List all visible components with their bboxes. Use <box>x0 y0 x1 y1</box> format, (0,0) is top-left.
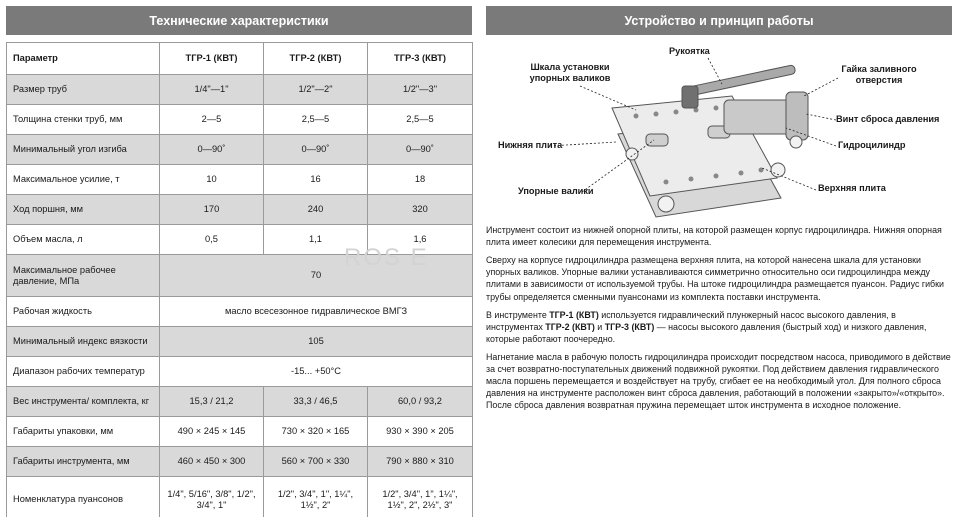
column-header: Параметр <box>7 43 160 75</box>
column-header: ТГР-2 (КВТ) <box>264 43 368 75</box>
label-handle: Рукоятка <box>669 46 710 56</box>
value-cell: 170 <box>160 195 264 225</box>
value-cell: 105 <box>160 327 473 357</box>
handle-shape <box>686 65 795 97</box>
label-upper-plate: Верхняя плита <box>818 183 886 193</box>
paragraph-3-part: и <box>594 321 605 332</box>
value-cell: 1,1 <box>264 225 368 255</box>
table-row <box>7 165 473 195</box>
table-row <box>7 225 473 255</box>
table-row <box>7 387 473 417</box>
roller-left <box>646 134 668 146</box>
paragraph-3-part: В инструменте <box>486 309 550 320</box>
param-cell: Размер труб <box>7 75 160 105</box>
device-panel <box>486 6 952 514</box>
value-cell: 2—5 <box>160 105 264 135</box>
value-cell: 460 × 450 × 300 <box>160 447 264 477</box>
value-cell: 1/2"—2" <box>264 75 368 105</box>
value-cell: 560 × 700 × 330 <box>264 447 368 477</box>
specs-title: Технические характеристики <box>6 6 472 35</box>
param-cell: Ход поршня, мм <box>7 195 160 225</box>
label-lower-plate: Нижняя плита <box>498 140 563 150</box>
paragraph-1: Инструмент состоит из нижней опорной плиты, на которой размещен корпус гидроцилиндра. Нижняя опорная плита имеет колесики для перемещения инструмента. <box>486 225 942 248</box>
description-text <box>486 224 952 418</box>
value-cell: 10 <box>160 165 264 195</box>
value-cell: 790 × 880 × 310 <box>368 447 473 477</box>
table-row <box>7 417 473 447</box>
value-cell: 490 × 245 × 145 <box>160 417 264 447</box>
value-cell: 16 <box>264 165 368 195</box>
paragraph-3-part: используется гидравлический плунжерный насос высокого давления, в инструментах <box>486 309 896 332</box>
value-cell: 15,3 / 21,2 <box>160 387 264 417</box>
table-row <box>7 447 473 477</box>
label-filler-nut: Гайка заливного отверстия <box>841 64 917 86</box>
table-row <box>7 195 473 225</box>
model-tgr3: ТГР-3 (КВТ) <box>604 321 655 332</box>
value-cell: 0—90˚ <box>368 135 473 165</box>
value-cell: масло всесезонное гидравлическое ВМГЗ <box>160 297 473 327</box>
value-cell: 930 × 390 × 205 <box>368 417 473 447</box>
table-row <box>7 105 473 135</box>
value-cell: 1/2", 3/4", 1", 1¼", 1½", 2" <box>264 477 368 517</box>
specs-panel <box>6 6 472 514</box>
value-cell: 60,0 / 93,2 <box>368 387 473 417</box>
param-cell: Объем масла, л <box>7 225 160 255</box>
param-cell: Номенклатура пуансонов <box>7 477 160 517</box>
model-tgr1: ТГР-1 (КВТ) <box>549 309 599 320</box>
param-cell: Габариты инструмента, мм <box>7 447 160 477</box>
table-row <box>7 477 473 517</box>
table-row <box>7 327 473 357</box>
table-header-row <box>7 43 473 75</box>
value-cell: 1/4", 5/16", 3/8", 1/2", 3/4", 1" <box>160 477 264 517</box>
table-row <box>7 255 473 297</box>
device-title: Устройство и принцип работы <box>486 6 952 35</box>
cylinder-body <box>724 100 794 134</box>
value-cell: 320 <box>368 195 473 225</box>
param-cell: Вес инструмента/ комплекта, кг <box>7 387 160 417</box>
value-cell: 0—90˚ <box>264 135 368 165</box>
value-cell: 1/2"—3" <box>368 75 473 105</box>
value-cell: 0,5 <box>160 225 264 255</box>
paragraph-4: Нагнетание масла в рабочую полость гидроцилиндра происходит посредством насоса, приводимого в действие за счет возвратно-поступательных движений подвижной рукоятки. Под действием давления гидравлического масла поршень перемещается и воздействует на трубу, сгибает ее на необходимый угол. Для полного сброса давления на инструменте расположен винт сброса давления, работающий в положении «закрыто»/«открыто». После сброса давления возвратная пружина перемещает шток инструмента в исходное положение. <box>486 351 951 411</box>
value-cell: 240 <box>264 195 368 225</box>
param-cell: Толщина стенки труб, мм <box>7 105 160 135</box>
param-cell: Максимальное рабочее давление, МПа <box>7 255 160 297</box>
value-cell: 2,5—5 <box>368 105 473 135</box>
param-cell: Минимальный угол изгиба <box>7 135 160 165</box>
label-release-screw: Винт сброса давления <box>836 114 940 124</box>
table-row <box>7 75 473 105</box>
value-cell: 730 × 320 × 165 <box>264 417 368 447</box>
column-header: ТГР-1 (КВТ) <box>160 43 264 75</box>
tool-diagram <box>486 42 952 222</box>
watermark: ROS E <box>344 244 429 271</box>
param-cell: Максимальное усилие, т <box>7 165 160 195</box>
table-row <box>7 297 473 327</box>
paragraph-3-part: — насосы высокого давления (быстрый ход) и низкого давления, которые работают поочередно. <box>486 321 927 344</box>
paragraph-3 <box>486 309 952 345</box>
value-cell: 1,6 <box>368 225 473 255</box>
value-cell: 2,5—5 <box>264 105 368 135</box>
table-row <box>7 357 473 387</box>
value-cell: 33,3 / 46,5 <box>264 387 368 417</box>
column-header: ТГР-3 (КВТ) <box>368 43 473 75</box>
value-cell: 1/2", 3/4", 1", 1¼", 1½", 2", 2½", 3" <box>368 477 473 517</box>
param-cell: Минимальный индекс вязкости <box>7 327 160 357</box>
label-cylinder: Гидроцилиндр <box>838 140 906 150</box>
specs-table <box>6 42 473 517</box>
label-rollers: Упорные валики <box>518 186 594 196</box>
value-cell: 1/4"—1" <box>160 75 264 105</box>
value-cell: 0—90˚ <box>160 135 264 165</box>
value-cell: 18 <box>368 165 473 195</box>
param-cell: Рабочая жидкость <box>7 297 160 327</box>
table-row <box>7 135 473 165</box>
paragraph-2: Сверху на корпусе гидроцилиндра размещена верхняя плита, на которой нанесена шкала для установки упорных валиков. Упорные валики устанавливаются симметрично относительно оси гидроцилиндра между плитами в зависимости от используемой трубы. На штоке гидроцилиндра размещается пуансон. Радиус гибки трубы определяется сменными пуансонами из комплекта поставки инструмента. <box>486 255 944 302</box>
model-tgr2: ТГР-2 (КВТ) <box>545 321 595 332</box>
value-cell: 70 <box>160 255 473 297</box>
param-cell: Диапазон рабочих температур <box>7 357 160 387</box>
label-scale: Шкала установки упорных валиков <box>529 62 611 84</box>
value-cell: -15... +50°С <box>160 357 473 387</box>
param-cell: Габариты упаковки, мм <box>7 417 160 447</box>
